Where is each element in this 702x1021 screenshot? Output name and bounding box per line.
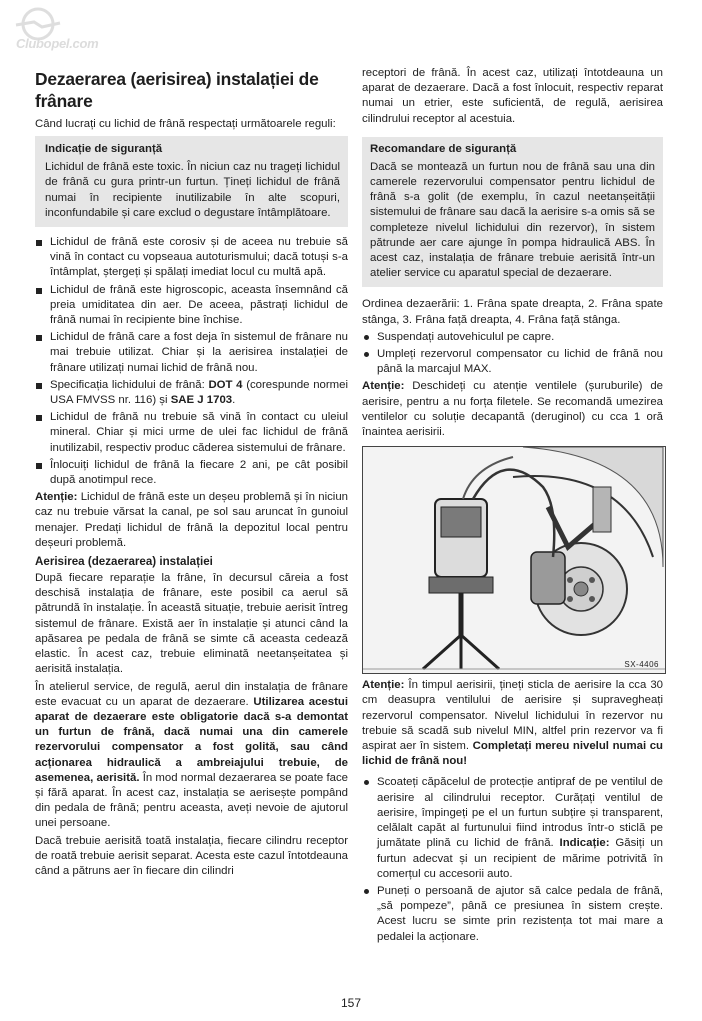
list-item: Umpleți rezervorul compensator cu lichid de frână nou până la marcajul MAX. — [362, 347, 663, 377]
recommendation-heading: Recomandare de siguranță — [370, 142, 517, 155]
section-subheading: Aerisirea (dezaerarea) instalației — [35, 555, 213, 569]
list-item: Scoateți căpăcelul de protecție antipraf de pe ventilul de aerisire al cilindrului receptor. Curățați ventilul de aerisire, împingeți pe el un furtun subțire și transparent, celălalt capăt al furtunului fiind introdus într-o sticlă pe jumătate plină cu lichid de frână. Indicație: Găsiți un furtun adecvat și un recipient de mărime potrivită în comerțul cu accesorii auto. — [362, 775, 663, 881]
paragraph: Dacă trebuie aerisită toată instalația, fiecare cilindru receptor de roată trebuie aerisit separat. Acesta este cazul întotdeauna când a pătruns aer în fiecare din cilindri — [35, 834, 348, 877]
list-item: Lichidul de frână care a fost deja în sistemul de frânare nu mai trebuie utilizat. Chiar și la aerisirea instalației de frânare utilizați numai lichid de frână nou. — [35, 330, 348, 376]
round-bullet-icon — [364, 889, 369, 894]
list-item: Lichidul de frână este corosiv și de aceea nu trebuie să vină în contact cu vopseaua autoturismului; dacă totuși s-a întâmplat, ștergeți și spălați imediat locul cu multă apă. — [35, 235, 348, 281]
paragraph: După fiecare reparație la frâne, în decursul căreia a fost deschisă instalația de frânare, este posibil ca aerul să pătrundă în instalație. În această situație, trebuie aerisit întreg sistemul de frânare. Există aer în instalație și atunci când la apăsarea pe pedala de frână se simte că aceasta cedează elastic. În acest caz, trebuie eliminată neetanșeitatea și aerisită instalația. — [35, 572, 348, 676]
steps-list — [362, 330, 663, 378]
list-item: Puneți o persoană de ajutor să calce pedala de frână, „să pompeze”, până ce presiunea în sistem crește. Acest lucru se simte prin rezistența tot mai mare a pedalei la acționare. — [362, 884, 663, 945]
square-bullet-icon — [36, 463, 42, 469]
list-item: Lichidul de frână este higroscopic, aceasta însemnând că preia umiditatea din aer. De aceea, păstrați lichidul de frână numai în recipiente bine închise. — [35, 283, 348, 329]
recommendation-text: Dacă se montează un furtun nou de frână sau una din camerele rezervorului compensator pentru lichidul de frână s-a golit (de exemplu, în cazul neetanșeității sistemului de frânare sau dacă la aerisire s-a omis să se completeze nivelul lichidului din rezervor), în sistem pătrunde aer care ajunge în pompa hidraulică ABS. În acest caz, instalația de frânare trebuie aerisită într-un atelier service cu aparatul special de dezaerare. — [370, 160, 655, 280]
square-bullet-icon — [36, 415, 42, 421]
attention-paragraph: Atenție: Lichidul de frână este un deșeu problemă și în niciun caz nu trebuie vărsat la canal, pe sol sau aruncat în gunoiul menajer. Predați lichidul de frână la depozitul local pentru deșeuri problemă. — [35, 491, 348, 549]
watermark-text: Clubopel.com — [16, 36, 99, 51]
round-bullet-icon — [364, 352, 369, 357]
round-bullet-icon — [364, 335, 369, 340]
list-item: Specificația lichidului de frână: DOT 4 (corespunde normei USA FMVSS nr. 116) și SAE J 1703. — [35, 378, 348, 408]
bleeding-device-illustration — [362, 446, 666, 674]
paragraph: receptori de frână. În acest caz, utilizați întotdeauna un aparat de dezaerare. Dacă a fost înlocuit, respectiv reparat numai un etrier, este suficientă, de regulă, aerisirea cilindrului receptor al acestuia. — [362, 67, 663, 125]
watermark-logo — [8, 6, 118, 52]
square-bullet-icon — [36, 288, 42, 294]
safety-box — [35, 136, 348, 227]
square-bullet-icon — [36, 335, 42, 341]
list-item: Lichidul de frână nu trebuie să vină în contact cu uleiul mineral. Chiar și mici urme de ulei fac lichidul de frână inutilizabil, respectiv produc căderea sistemului de frânare. — [35, 410, 348, 456]
list-item: Înlocuiți lichidul de frână la fiecare 2 ani, pe cât posibil după anotimpul rece. — [35, 458, 348, 488]
rules-list — [35, 235, 348, 488]
list-item: Suspendați autovehiculul pe capre. — [362, 330, 663, 345]
left-column — [35, 68, 348, 881]
right-column — [362, 66, 663, 947]
page-number: 157 — [340, 996, 362, 1010]
intro-text: Când lucrați cu lichid de frână respectați următoarele reguli: — [35, 118, 336, 130]
round-bullet-icon — [364, 780, 369, 785]
page-title: Dezaerarea (aerisirea) instalației de frânare — [35, 69, 319, 111]
bleed-order: Ordinea dezaerării: 1. Frâna spate dreapta, 2. Frâna spate stânga, 3. Frâna față dreapta, 4. Frâna față stânga. — [362, 298, 663, 326]
paragraph: În atelierul service, de regulă, aerul din instalația de frânare este evacuat cu un aparat de dezaerare. Utilizarea acestui aparat de dezaerare este obligatorie dacă s-a demontat un furtun de frână, dacă numai una din camerele rezervorului compensator a fost golită, sau când acționarea hidraulică a ambreiajului trebuie, de asemenea, aerisită. În mod normal dezaerarea se poate face și fără aparat. În acest caz, instalația se aerisește pompând din pedala de frână; pentru aceasta, aveți nevoie de ajutorul unei persoane. — [35, 680, 348, 830]
brake-bleeder-drawing — [363, 447, 665, 673]
safety-heading: Indicație de siguranță — [45, 143, 163, 156]
attention-paragraph: Atenție: Deschideți cu atenție ventilele (șuruburile) de aerisire, pentru a nu forța filetele. Se recomandă umezirea ventilelor cu soluție decapantă (deruginol) cu cca 1 oră înaintea aerisirii. — [362, 380, 663, 439]
square-bullet-icon — [36, 240, 42, 246]
recommendation-box — [362, 137, 663, 288]
attention-paragraph: Atenție: În timpul aerisirii, țineți sticla de aerisire la cca 30 cm deasupra ventilului de aerisire și supravegheați rezervorul compensator. Nivelul lichidului în rezervor nu trebuie să scadă sub nivelul MIN, altfel prin rezervor va fi aspirat aer în sistem. Completați mereu nivelul numai cu lichid de frână nou! — [362, 679, 664, 768]
square-bullet-icon — [36, 383, 42, 389]
sae-spec: SAE J 1703 — [170, 394, 233, 407]
procedure-list — [362, 775, 663, 944]
figure-code: SX-4406 — [624, 660, 659, 670]
dot-spec: DOT 4 — [208, 378, 243, 391]
safety-text: Lichidul de frână este toxic. În niciun caz nu trageți lichidul de frână cu gura printr-un furtun. Țineți lichidul de frână numai în recipiente inutilizabile în alte scopuri, inconfundabile și care exclud o degustare întâmplătoare. — [45, 161, 340, 219]
